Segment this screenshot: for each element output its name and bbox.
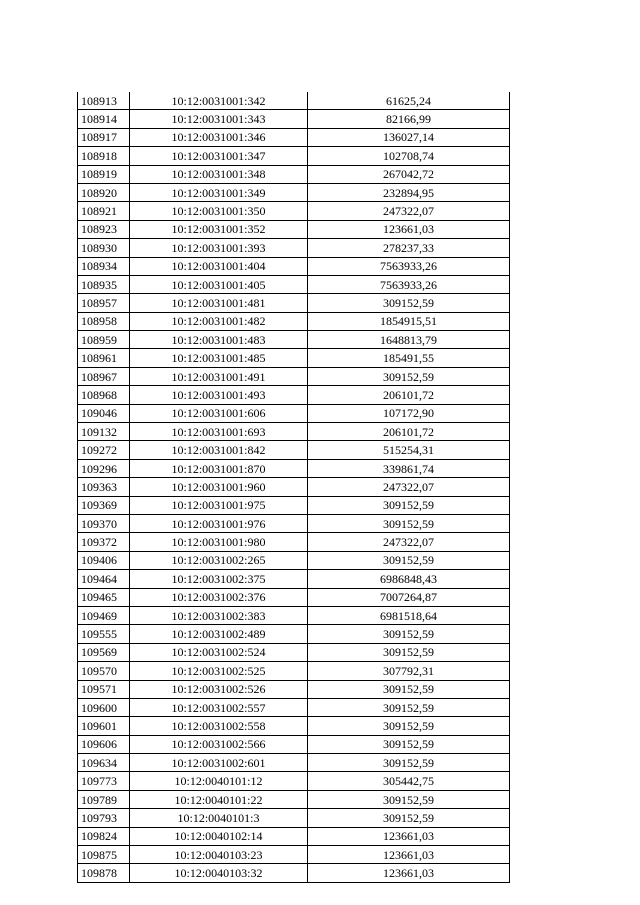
table-body — [78, 92, 510, 882]
row-id-cell: 108914 — [78, 110, 130, 128]
row-id-cell: 109570 — [78, 662, 130, 680]
cadastral-number-cell: 10:12:0031001:493 — [130, 386, 308, 404]
cadastral-number-cell: 10:12:0031001:870 — [130, 459, 308, 477]
cadastral-number-cell: 10:12:0040101:12 — [130, 772, 308, 790]
cadastral-number-cell: 10:12:0031001:842 — [130, 441, 308, 459]
value-cell: 309152,59 — [308, 643, 510, 661]
value-cell: 309152,59 — [308, 717, 510, 735]
value-cell: 247322,07 — [308, 533, 510, 551]
value-cell: 123661,03 — [308, 864, 510, 882]
value-cell: 7563933,26 — [308, 257, 510, 275]
cadastral-number-cell: 10:12:0031001:342 — [130, 92, 308, 110]
table-row — [78, 110, 510, 128]
cadastral-number-cell: 10:12:0031001:352 — [130, 220, 308, 238]
row-id-cell: 109272 — [78, 441, 130, 459]
table-row — [78, 165, 510, 183]
value-cell: 123661,03 — [308, 846, 510, 864]
table-row — [78, 772, 510, 790]
row-id-cell: 108959 — [78, 331, 130, 349]
cadastral-number-cell: 10:12:0031002:375 — [130, 570, 308, 588]
row-id-cell: 109465 — [78, 588, 130, 606]
value-cell: 305442,75 — [308, 772, 510, 790]
cadastral-number-cell: 10:12:0040101:22 — [130, 790, 308, 808]
table-row — [78, 294, 510, 312]
table-row — [78, 570, 510, 588]
row-id-cell: 109600 — [78, 698, 130, 716]
value-cell: 6986848,43 — [308, 570, 510, 588]
value-cell: 309152,59 — [308, 698, 510, 716]
cadastral-number-cell: 10:12:0040103:32 — [130, 864, 308, 882]
row-id-cell: 109634 — [78, 754, 130, 772]
table-row — [78, 147, 510, 165]
value-cell: 309152,59 — [308, 496, 510, 514]
cadastral-number-cell: 10:12:0031001:343 — [130, 110, 308, 128]
cadastral-number-cell: 10:12:0031002:601 — [130, 754, 308, 772]
table-row — [78, 606, 510, 624]
value-cell: 309152,59 — [308, 680, 510, 698]
cadastral-number-cell: 10:12:0031002:566 — [130, 735, 308, 753]
row-id-cell: 108961 — [78, 349, 130, 367]
row-id-cell: 109773 — [78, 772, 130, 790]
table-row — [78, 423, 510, 441]
cadastral-number-cell: 10:12:0031002:265 — [130, 551, 308, 569]
table-row — [78, 220, 510, 238]
cadastral-number-cell: 10:12:0031001:350 — [130, 202, 308, 220]
row-id-cell: 109878 — [78, 864, 130, 882]
row-id-cell: 108920 — [78, 183, 130, 201]
table-row — [78, 312, 510, 330]
value-cell: 7007264,87 — [308, 588, 510, 606]
value-cell: 7563933,26 — [308, 275, 510, 293]
value-cell: 185491,55 — [308, 349, 510, 367]
table-row — [78, 441, 510, 459]
row-id-cell: 108957 — [78, 294, 130, 312]
table-row — [78, 478, 510, 496]
row-id-cell: 109046 — [78, 404, 130, 422]
table-row — [78, 349, 510, 367]
row-id-cell: 108935 — [78, 275, 130, 293]
table-row — [78, 202, 510, 220]
table-row — [78, 367, 510, 385]
row-id-cell: 108921 — [78, 202, 130, 220]
table-row — [78, 386, 510, 404]
table-row — [78, 625, 510, 643]
value-cell: 247322,07 — [308, 478, 510, 496]
value-cell: 61625,24 — [308, 92, 510, 110]
value-cell: 309152,59 — [308, 625, 510, 643]
table-row — [78, 827, 510, 845]
cadastral-number-cell: 10:12:0031001:975 — [130, 496, 308, 514]
row-id-cell: 109132 — [78, 423, 130, 441]
value-cell: 206101,72 — [308, 386, 510, 404]
table-row — [78, 754, 510, 772]
row-id-cell: 108934 — [78, 257, 130, 275]
value-cell: 309152,59 — [308, 735, 510, 753]
row-id-cell: 109469 — [78, 606, 130, 624]
table-row — [78, 680, 510, 698]
row-id-cell: 108923 — [78, 220, 130, 238]
row-id-cell: 109824 — [78, 827, 130, 845]
row-id-cell: 108917 — [78, 128, 130, 146]
value-cell: 1648813,79 — [308, 331, 510, 349]
table-row — [78, 643, 510, 661]
value-cell: 232894,95 — [308, 183, 510, 201]
row-id-cell: 108967 — [78, 367, 130, 385]
cadastral-number-cell: 10:12:0040103:23 — [130, 846, 308, 864]
row-id-cell: 109569 — [78, 643, 130, 661]
row-id-cell: 108958 — [78, 312, 130, 330]
row-id-cell: 109606 — [78, 735, 130, 753]
cadastral-number-cell: 10:12:0031001:693 — [130, 423, 308, 441]
row-id-cell: 109369 — [78, 496, 130, 514]
table-row — [78, 662, 510, 680]
table-row — [78, 588, 510, 606]
table-row — [78, 717, 510, 735]
table-row — [78, 496, 510, 514]
table-row — [78, 846, 510, 864]
value-cell: 123661,03 — [308, 827, 510, 845]
value-cell: 309152,59 — [308, 790, 510, 808]
row-id-cell: 109571 — [78, 680, 130, 698]
row-id-cell: 109789 — [78, 790, 130, 808]
value-cell: 6981518,64 — [308, 606, 510, 624]
value-cell: 278237,33 — [308, 239, 510, 257]
cadastral-number-cell: 10:12:0031001:346 — [130, 128, 308, 146]
cadastral-number-cell: 10:12:0031001:348 — [130, 165, 308, 183]
cadastral-number-cell: 10:12:0031002:489 — [130, 625, 308, 643]
cadastral-number-cell: 10:12:0031001:976 — [130, 514, 308, 532]
value-cell: 309152,59 — [308, 551, 510, 569]
table-row — [78, 459, 510, 477]
value-cell: 206101,72 — [308, 423, 510, 441]
cadastral-number-cell: 10:12:0031001:482 — [130, 312, 308, 330]
value-cell: 309152,59 — [308, 514, 510, 532]
value-cell: 309152,59 — [308, 809, 510, 827]
row-id-cell: 108930 — [78, 239, 130, 257]
cadastral-number-cell: 10:12:0031001:347 — [130, 147, 308, 165]
table-row — [78, 331, 510, 349]
row-id-cell: 109793 — [78, 809, 130, 827]
cadastral-number-cell: 10:12:0031001:483 — [130, 331, 308, 349]
table-row — [78, 533, 510, 551]
cadastral-number-cell: 10:12:0031001:960 — [130, 478, 308, 496]
cadastral-number-cell: 10:12:0031001:606 — [130, 404, 308, 422]
cadastral-number-cell: 10:12:0031002:524 — [130, 643, 308, 661]
value-cell: 309152,59 — [308, 754, 510, 772]
table-row — [78, 551, 510, 569]
row-id-cell: 109555 — [78, 625, 130, 643]
cadastral-number-cell: 10:12:0040101:3 — [130, 809, 308, 827]
value-cell: 267042,72 — [308, 165, 510, 183]
row-id-cell: 108968 — [78, 386, 130, 404]
table-row — [78, 698, 510, 716]
value-cell: 247322,07 — [308, 202, 510, 220]
value-cell: 82166,99 — [308, 110, 510, 128]
cadastral-number-cell: 10:12:0031001:405 — [130, 275, 308, 293]
value-cell: 107172,90 — [308, 404, 510, 422]
cadastral-value-table — [77, 92, 510, 883]
row-id-cell: 109601 — [78, 717, 130, 735]
row-id-cell: 109372 — [78, 533, 130, 551]
row-id-cell: 109370 — [78, 514, 130, 532]
value-cell: 1854915,51 — [308, 312, 510, 330]
cadastral-number-cell: 10:12:0031001:485 — [130, 349, 308, 367]
cadastral-number-cell: 10:12:0031001:491 — [130, 367, 308, 385]
table-row — [78, 239, 510, 257]
cadastral-number-cell: 10:12:0031001:481 — [130, 294, 308, 312]
table-row — [78, 183, 510, 201]
cadastral-number-cell: 10:12:0031002:526 — [130, 680, 308, 698]
table-row — [78, 790, 510, 808]
cadastral-number-cell: 10:12:0031002:376 — [130, 588, 308, 606]
cadastral-number-cell: 10:12:0031001:404 — [130, 257, 308, 275]
table-row — [78, 514, 510, 532]
row-id-cell: 108919 — [78, 165, 130, 183]
row-id-cell: 109875 — [78, 846, 130, 864]
value-cell: 136027,14 — [308, 128, 510, 146]
value-cell: 309152,59 — [308, 294, 510, 312]
value-cell: 515254,31 — [308, 441, 510, 459]
value-cell: 339861,74 — [308, 459, 510, 477]
row-id-cell: 109406 — [78, 551, 130, 569]
cadastral-number-cell: 10:12:0031002:383 — [130, 606, 308, 624]
row-id-cell: 109296 — [78, 459, 130, 477]
table-row — [78, 275, 510, 293]
value-cell: 123661,03 — [308, 220, 510, 238]
table-row — [78, 257, 510, 275]
cadastral-number-cell: 10:12:0031002:525 — [130, 662, 308, 680]
row-id-cell: 109363 — [78, 478, 130, 496]
table-row — [78, 735, 510, 753]
table-row — [78, 404, 510, 422]
cadastral-number-cell: 10:12:0031002:558 — [130, 717, 308, 735]
value-cell: 307792,31 — [308, 662, 510, 680]
row-id-cell: 108918 — [78, 147, 130, 165]
value-cell: 102708,74 — [308, 147, 510, 165]
row-id-cell: 109464 — [78, 570, 130, 588]
cadastral-number-cell: 10:12:0040102:14 — [130, 827, 308, 845]
table-row — [78, 92, 510, 110]
table-row — [78, 128, 510, 146]
value-cell: 309152,59 — [308, 367, 510, 385]
cadastral-number-cell: 10:12:0031001:393 — [130, 239, 308, 257]
table-row — [78, 864, 510, 882]
cadastral-number-cell: 10:12:0031001:349 — [130, 183, 308, 201]
cadastral-number-cell: 10:12:0031002:557 — [130, 698, 308, 716]
table-row — [78, 809, 510, 827]
cadastral-number-cell: 10:12:0031001:980 — [130, 533, 308, 551]
row-id-cell: 108913 — [78, 92, 130, 110]
